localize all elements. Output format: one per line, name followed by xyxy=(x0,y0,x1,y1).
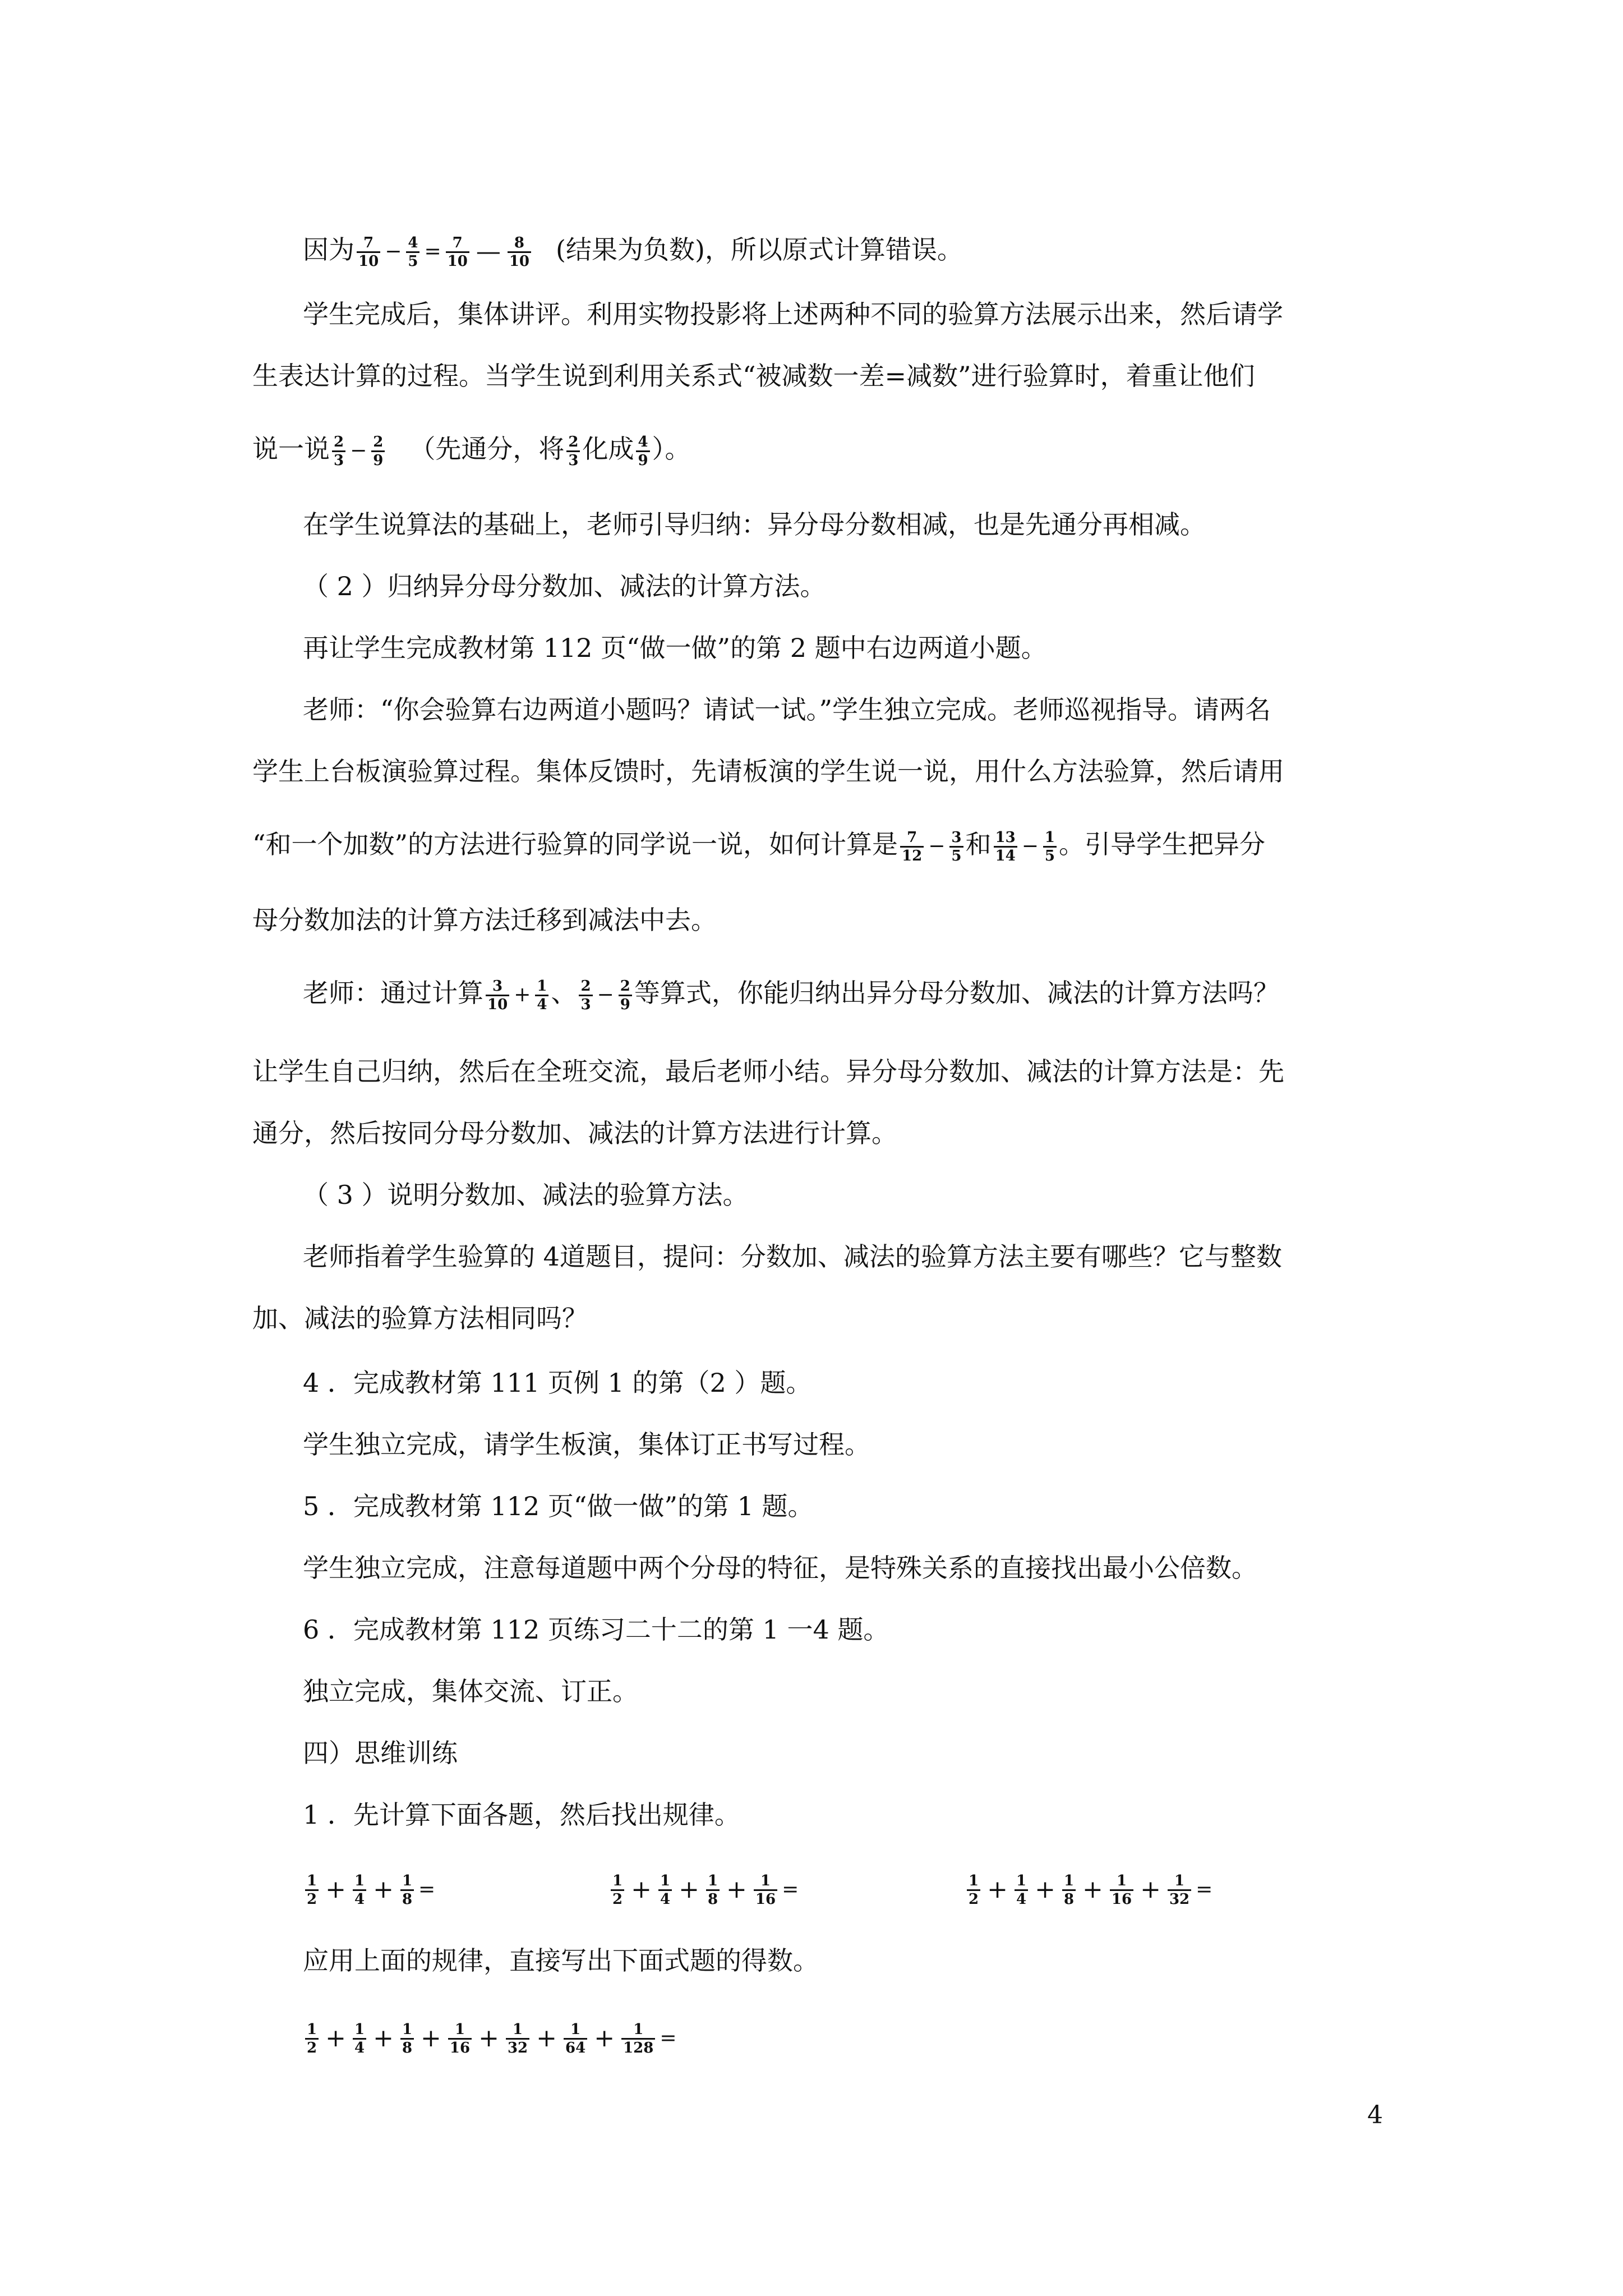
operator: − xyxy=(597,983,614,1006)
text: 和 xyxy=(965,829,992,859)
numerator: 1 xyxy=(305,1872,319,1891)
fraction-series-b xyxy=(608,1871,801,1908)
fraction xyxy=(967,1872,980,1908)
text: 化成 xyxy=(582,434,634,464)
denominator: 16 xyxy=(1111,1890,1132,1908)
numerator: 1 xyxy=(353,2021,366,2040)
fraction-series-a xyxy=(303,1871,437,1908)
denominator: 4 xyxy=(660,1890,671,1908)
paragraph-line-24: 四）思维训练 xyxy=(303,1738,458,1768)
numerator: 1 xyxy=(400,2021,414,2040)
denominator: 2 xyxy=(612,1890,623,1908)
plus-operator: + xyxy=(987,1875,1008,1904)
fraction xyxy=(406,234,419,270)
paragraph-line-9: 学生上台板演验算过程。集体反馈时，先请板演的学生说一说，用什么方法验算，然后请用 xyxy=(252,756,1284,786)
fraction xyxy=(754,1872,777,1908)
fraction xyxy=(535,978,548,1013)
numerator: 1 xyxy=(400,1872,414,1891)
fraction xyxy=(508,234,531,270)
denominator: 12 xyxy=(902,847,923,864)
numerator: 4 xyxy=(636,434,649,452)
paragraph-line-4 xyxy=(252,432,691,469)
operator: − xyxy=(385,240,402,263)
numerator: 1 xyxy=(535,978,548,996)
numerator: 1 xyxy=(305,2021,319,2040)
equals-sign: = xyxy=(1196,1878,1213,1901)
operator: — xyxy=(476,237,501,266)
numerator: 7 xyxy=(446,234,469,253)
text: （先通分，将 xyxy=(409,434,565,464)
fraction xyxy=(566,434,580,469)
operator: = xyxy=(424,240,441,263)
numerator: 1 xyxy=(506,2021,529,2040)
denominator: 8 xyxy=(402,1890,413,1908)
numerator: 7 xyxy=(900,829,924,848)
denominator: 10 xyxy=(487,996,508,1013)
fraction xyxy=(353,2021,366,2056)
equals-sign: = xyxy=(782,1878,799,1901)
equals-sign: = xyxy=(660,2027,677,2050)
fraction xyxy=(1110,1872,1133,1908)
plus-operator: + xyxy=(631,1875,652,1904)
paragraph-line-3: 生表达计算的过程。当学生说到利用关系式“被减数一差=减数”进行验算时，着重让他们 xyxy=(252,361,1255,391)
fraction xyxy=(486,978,509,1013)
fraction xyxy=(900,829,924,864)
numerator: 1 xyxy=(611,1872,624,1891)
denominator: 14 xyxy=(995,847,1016,864)
fraction xyxy=(332,434,345,469)
fraction xyxy=(619,978,632,1013)
numerator: 7 xyxy=(357,234,380,253)
fraction xyxy=(949,829,963,864)
denominator: 8 xyxy=(1063,1890,1075,1908)
denominator: 5 xyxy=(1044,847,1055,864)
plus-operator: + xyxy=(679,1875,699,1904)
paragraph-line-6: （ 2 ）归纳异分母分数加、减法的计算方法。 xyxy=(303,571,826,601)
fraction xyxy=(448,2021,472,2056)
plus-operator: + xyxy=(373,1875,394,1904)
denominator: 9 xyxy=(638,452,648,469)
fraction xyxy=(621,2021,655,2056)
denominator: 64 xyxy=(565,2039,586,2056)
numerator: 1 xyxy=(1062,1872,1076,1891)
denominator: 8 xyxy=(402,2039,413,2056)
operator: − xyxy=(928,835,946,858)
paragraph-line-7: 再让学生完成教材第 112 页“做一做”的第 2 题中右边两道小题。 xyxy=(303,633,1047,663)
paragraph-line-19: 学生独立完成，请学生板演，集体订正书写过程。 xyxy=(303,1429,870,1460)
operator: − xyxy=(1021,835,1039,858)
fraction xyxy=(706,1872,720,1908)
denominator: 16 xyxy=(449,2039,471,2056)
denominator: 4 xyxy=(354,1890,365,1908)
fraction xyxy=(357,234,380,270)
denominator: 3 xyxy=(580,996,591,1013)
numerator: 13 xyxy=(994,829,1017,848)
text: ）。 xyxy=(652,434,691,464)
paragraph-line-22: 6 ．完成教材第 112 页练习二十二的第 1 一4 题。 xyxy=(303,1614,889,1645)
numerator: 1 xyxy=(448,2021,472,2040)
text: (结果为负数)，所以原式计算错误。 xyxy=(556,234,963,265)
denominator: 5 xyxy=(951,847,962,864)
denominator: 32 xyxy=(1169,1890,1190,1908)
paragraph-line-21: 学生独立完成，注意每道题中两个分母的特征，是特殊关系的直接找出最小公倍数。 xyxy=(303,1553,1257,1583)
text: “和一个加数”的方法进行验算的同学说一说，如何计算是 xyxy=(252,829,898,859)
fraction xyxy=(1043,829,1057,864)
fraction xyxy=(1015,1872,1028,1908)
denominator: 32 xyxy=(507,2039,528,2056)
fraction xyxy=(636,434,649,469)
equals-sign: = xyxy=(418,1878,436,1901)
numerator: 1 xyxy=(1015,1872,1028,1891)
denominator: 10 xyxy=(509,252,529,270)
denominator: 3 xyxy=(334,452,344,469)
denominator: 9 xyxy=(620,996,630,1013)
fraction xyxy=(400,1872,414,1908)
fraction xyxy=(658,1872,672,1908)
text: 。引导学生把异分 xyxy=(1058,829,1265,859)
fraction-series-c xyxy=(965,1871,1215,1908)
numerator: 1 xyxy=(353,1872,366,1891)
denominator: 3 xyxy=(568,452,579,469)
fraction xyxy=(1062,1872,1076,1908)
numerator: 1 xyxy=(1043,829,1057,848)
fraction xyxy=(305,1872,319,1908)
denominator: 9 xyxy=(373,452,384,469)
paragraph-line-10 xyxy=(252,827,1265,864)
paragraph-line-14: 通分，然后按同分母分数加、减法的计算方法进行计算。 xyxy=(252,1118,897,1148)
operator: − xyxy=(350,439,367,462)
paragraph-line-1 xyxy=(303,233,963,270)
numerator: 2 xyxy=(332,434,345,452)
fraction xyxy=(371,434,385,469)
paragraph-line-12 xyxy=(303,976,1279,1013)
fraction xyxy=(353,1872,366,1908)
plus-operator: + xyxy=(325,1875,346,1904)
numerator: 1 xyxy=(967,1872,980,1891)
plus-operator: + xyxy=(1082,1875,1103,1904)
denominator: 4 xyxy=(1016,1890,1027,1908)
denominator: 128 xyxy=(623,2039,654,2056)
denominator: 2 xyxy=(969,1890,979,1908)
paragraph-line-16: 老师指着学生验算的 4道题目，提问：分数加、减法的验算方法主要有哪些？它与整数 xyxy=(303,1241,1282,1272)
paragraph-line-25: 1 ．先计算下面各题，然后找出规律。 xyxy=(303,1800,740,1830)
plus-operator: + xyxy=(726,1875,747,1904)
paragraph-line-27: 应用上面的规律，直接写出下面式题的得数。 xyxy=(303,1945,819,1976)
denominator: 5 xyxy=(408,252,418,270)
text: 、 xyxy=(551,978,577,1008)
paragraph-line-13: 让学生自己归纳，然后在全班交流，最后老师小结。异分母分数加、减法的计算方法是：先 xyxy=(252,1056,1284,1087)
fraction-series-d xyxy=(303,2019,679,2056)
paragraph-line-18: 4 ．完成教材第 111 页例 1 的第（2 ）题。 xyxy=(303,1368,812,1398)
numerator: 2 xyxy=(579,978,592,996)
numerator: 2 xyxy=(619,978,632,996)
plus-operator: + xyxy=(1140,1875,1161,1904)
numerator: 1 xyxy=(1110,1872,1133,1891)
plus-operator: + xyxy=(421,2024,441,2053)
fraction xyxy=(305,2021,319,2056)
fraction xyxy=(1168,1872,1191,1908)
denominator: 2 xyxy=(307,1890,317,1908)
paragraph-line-23: 独立完成，集体交流、订正。 xyxy=(303,1676,638,1706)
paragraph-line-5: 在学生说算法的基础上，老师引导归纳：异分母分数相减，也是先通分再相减。 xyxy=(303,509,1206,540)
numerator: 3 xyxy=(949,829,963,848)
fraction xyxy=(611,1872,624,1908)
numerator: 4 xyxy=(406,234,419,253)
paragraph-line-11: 母分数加法的计算方法迁移到减法中去。 xyxy=(252,905,717,935)
numerator: 8 xyxy=(508,234,531,253)
denominator: 16 xyxy=(755,1890,776,1908)
numerator: 1 xyxy=(706,1872,720,1891)
fraction xyxy=(564,2021,587,2056)
numerator: 1 xyxy=(658,1872,672,1891)
fraction xyxy=(506,2021,529,2056)
denominator: 8 xyxy=(707,1890,718,1908)
paragraph-line-15: （ 3 ）说明分数加、减法的验算方法。 xyxy=(303,1180,749,1210)
paragraph-line-17: 加、减法的验算方法相同吗？ xyxy=(252,1303,588,1333)
numerator: 1 xyxy=(754,1872,777,1891)
paragraph-line-2: 学生完成后，集体讲评。利用实物投影将上述两种不同的验算方法展示出来，然后请学 xyxy=(303,299,1283,329)
text: 老师：通过计算 xyxy=(303,978,483,1008)
denominator: 4 xyxy=(354,2039,365,2056)
denominator: 4 xyxy=(537,996,547,1013)
fraction xyxy=(994,829,1017,864)
fraction xyxy=(446,234,469,270)
plus-operator: + xyxy=(1035,1875,1055,1904)
denominator: 10 xyxy=(447,252,468,270)
fraction xyxy=(400,2021,414,2056)
plus-operator: + xyxy=(325,2024,346,2053)
numerator: 3 xyxy=(486,978,509,996)
plus-operator: + xyxy=(594,2024,615,2053)
page-number: 4 xyxy=(1367,2101,1383,2129)
numerator: 2 xyxy=(566,434,580,452)
denominator: 2 xyxy=(307,2039,317,2056)
numerator: 1 xyxy=(1168,1872,1191,1891)
fraction xyxy=(579,978,592,1013)
paragraph-line-8: 老师：“你会验算右边两道小题吗？请试一试。”学生独立完成。老师巡视指导。请两名 xyxy=(303,694,1271,725)
paragraph-line-20: 5 ．完成教材第 112 页“做一做”的第 1 题。 xyxy=(303,1491,814,1521)
numerator: 2 xyxy=(371,434,385,452)
operator: + xyxy=(514,983,531,1006)
plus-operator: + xyxy=(478,2024,499,2053)
text: 说一说 xyxy=(252,434,330,464)
plus-operator: + xyxy=(373,2024,394,2053)
numerator: 1 xyxy=(564,2021,587,2040)
text: 因为 xyxy=(303,234,354,265)
text: 等算式，你能归纳出异分母分数加、减法的计算方法吗？ xyxy=(634,978,1279,1008)
numerator: 1 xyxy=(621,2021,655,2040)
plus-operator: + xyxy=(536,2024,557,2053)
denominator: 10 xyxy=(358,252,379,270)
